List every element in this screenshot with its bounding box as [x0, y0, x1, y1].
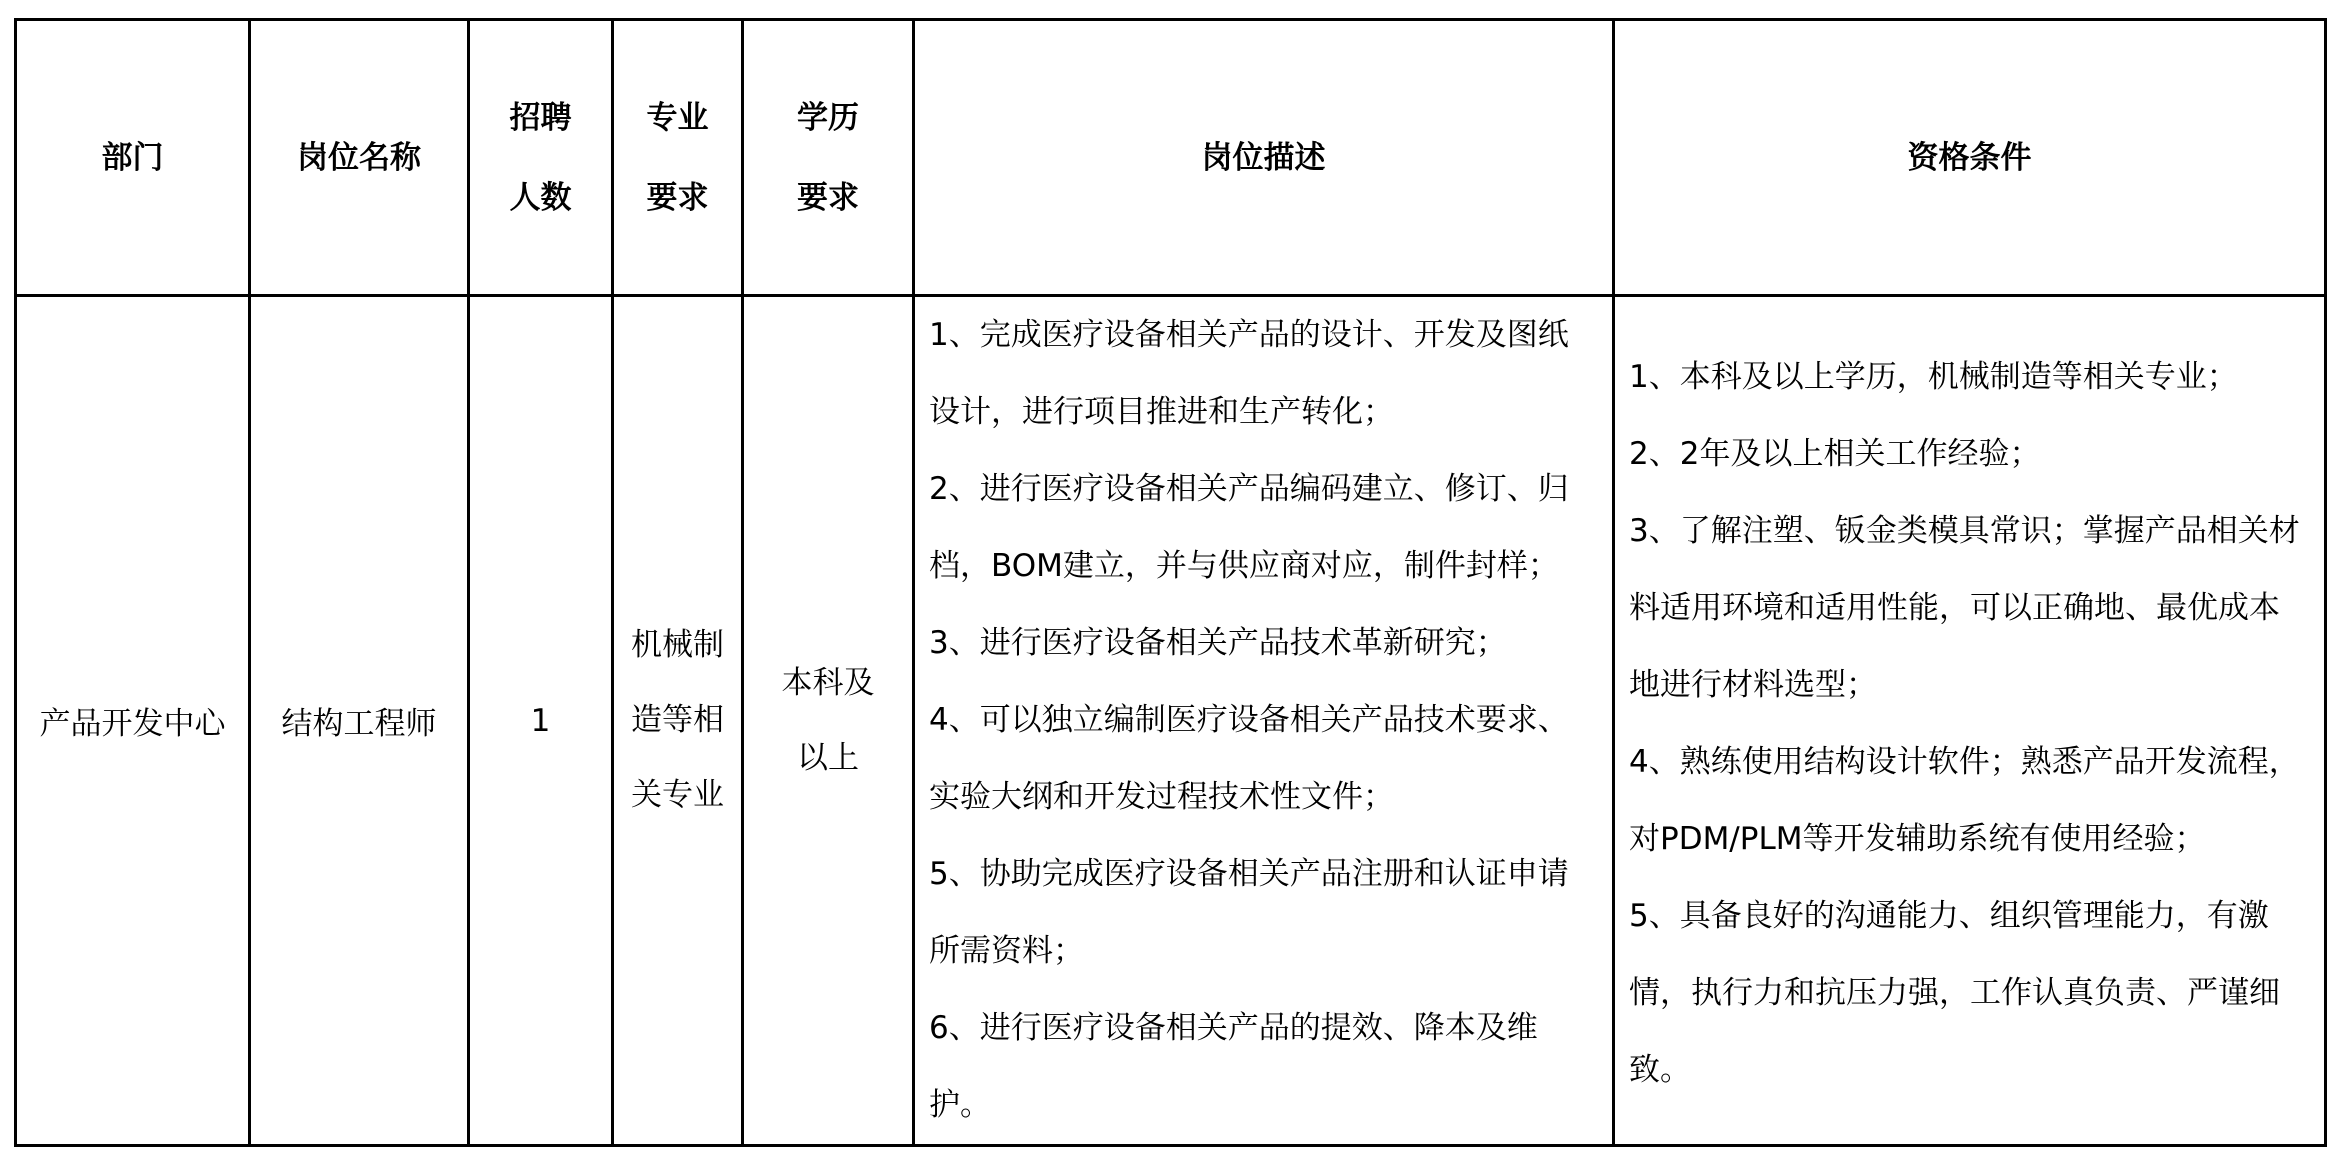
- cell-department: 产品开发中心: [16, 296, 250, 1146]
- header-headcount: 招聘 人数: [469, 20, 613, 296]
- header-qualifications: 资格条件: [1614, 20, 2326, 296]
- header-education: 学历 要求: [743, 20, 914, 296]
- cell-education: 本科及 以上: [743, 296, 914, 1146]
- qualification-item: 3、了解注塑、钣金类模具常识；掌握产品相关材料适用环境和适用性能，可以正确地、最优成本地进行材料选型；: [1629, 513, 2300, 703]
- cell-major: 机械制 造等相 关专业: [613, 296, 743, 1146]
- description-item: 4、可以独立编制医疗设备相关产品技术要求、实验大纲和开发过程技术性文件；: [929, 702, 1569, 815]
- description-item: 5、协助完成医疗设备相关产品注册和认证申请所需资料；: [929, 856, 1569, 969]
- header-department: 部门: [16, 20, 250, 296]
- header-position: 岗位名称: [250, 20, 469, 296]
- cell-qualifications: [1614, 296, 2326, 1146]
- description-item: 6、进行医疗设备相关产品的提效、降本及维护。: [929, 1010, 1538, 1123]
- description-item: 3、进行医疗设备相关产品技术革新研究；: [929, 625, 1507, 661]
- cell-position: 结构工程师: [250, 296, 469, 1146]
- qualification-item: 1、本科及以上学历，机械制造等相关专业；: [1629, 359, 2238, 395]
- header-major: 专业 要求: [613, 20, 743, 296]
- cell-description: [914, 296, 1614, 1146]
- description-item: 1、完成医疗设备相关产品的设计、开发及图纸设计，进行项目推进和生产转化；: [929, 317, 1569, 430]
- table-row: [16, 296, 2326, 1146]
- job-table: [14, 18, 2327, 1147]
- header-description: 岗位描述: [914, 20, 1614, 296]
- description-item: 2、进行医疗设备相关产品编码建立、修订、归档，BOM建立，并与供应商对应，制件封样；: [929, 471, 1569, 584]
- header-row: [16, 20, 2326, 296]
- qualification-item: 4、熟练使用结构设计软件；熟悉产品开发流程，对PDM/PLM等开发辅助系统有使用经验；: [1629, 744, 2300, 857]
- qualification-item: 2、2年及以上相关工作经验；: [1629, 436, 2041, 472]
- qualification-item: 5、具备良好的沟通能力、组织管理能力，有激情，执行力和抗压力强，工作认真负责、严谨细致。: [1629, 898, 2280, 1088]
- cell-headcount: 1: [469, 296, 613, 1146]
